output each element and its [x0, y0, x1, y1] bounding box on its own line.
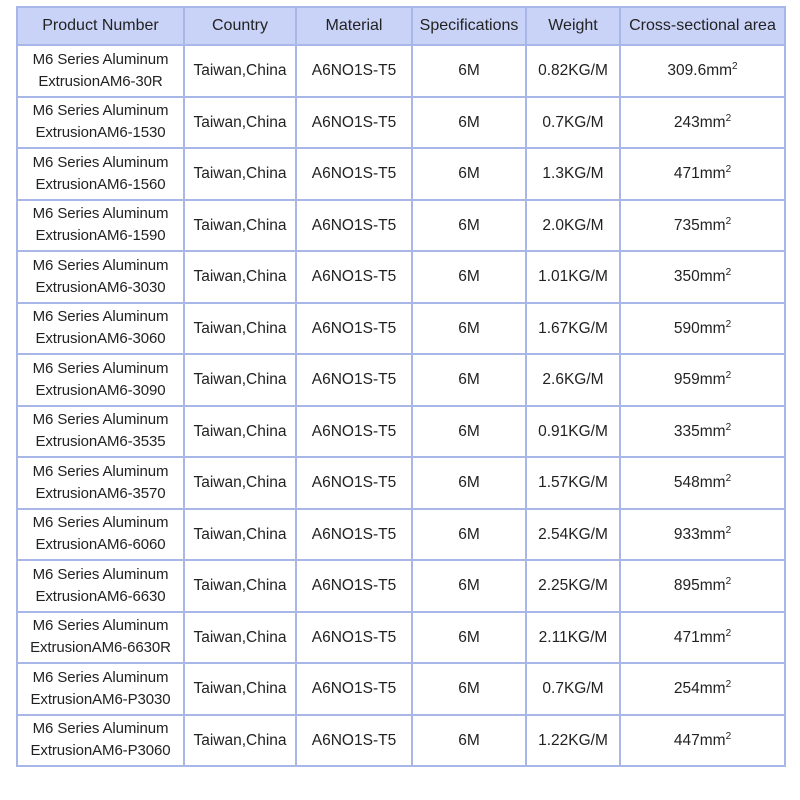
cell-product-number — [17, 612, 184, 664]
product-model-line: ExtrusionAM6-P3060 — [30, 742, 171, 760]
table-row — [17, 406, 785, 458]
cell-cross-sectional-area — [620, 148, 785, 200]
table-row — [17, 200, 785, 252]
cell-cross-sectional-area — [620, 560, 785, 612]
cell-weight: 1.01KG/M — [526, 251, 620, 303]
area-value: 933mm — [673, 525, 726, 543]
cell-country: Taiwan,China — [184, 509, 296, 561]
area-unit-exponent: 2 — [725, 421, 732, 433]
table-row — [17, 612, 785, 664]
product-model-line: ExtrusionAM6-3090 — [35, 381, 166, 399]
product-model-line: ExtrusionAM6-3535 — [35, 433, 166, 451]
cell-country: Taiwan,China — [184, 406, 296, 458]
area-unit-exponent: 2 — [725, 318, 732, 330]
cell-country: Taiwan,China — [184, 457, 296, 509]
product-name-line: M6 Series Aluminum — [32, 462, 169, 480]
cell-weight: 2.6KG/M — [526, 354, 620, 406]
cell-weight: 0.91KG/M — [526, 406, 620, 458]
area-value: 335mm — [673, 422, 726, 440]
cell-cross-sectional-area — [620, 354, 785, 406]
table-row — [17, 251, 785, 303]
cell-specifications: 6M — [412, 612, 526, 664]
cell-material: A6NO1S-T5 — [296, 560, 412, 612]
area-unit-exponent: 2 — [725, 215, 732, 227]
area-value: 254mm — [673, 680, 726, 698]
cell-material: A6NO1S-T5 — [296, 457, 412, 509]
area-unit-exponent: 2 — [732, 61, 738, 73]
product-model-line: ExtrusionAM6-30R — [38, 72, 163, 90]
product-name-line: M6 Series Aluminum — [32, 102, 169, 120]
cell-material: A6NO1S-T5 — [296, 612, 412, 664]
product-model-line: ExtrusionAM6-1530 — [35, 124, 166, 142]
header-material: Material — [296, 7, 412, 45]
cell-weight: 2.0KG/M — [526, 200, 620, 252]
cell-specifications: 6M — [412, 251, 526, 303]
product-name-line: M6 Series Aluminum — [32, 514, 169, 532]
product-model-line: ExtrusionAM6-1560 — [35, 175, 166, 193]
product-model-line: ExtrusionAM6-3570 — [35, 484, 166, 502]
header-weight: Weight — [526, 7, 620, 45]
area-unit-exponent: 2 — [725, 164, 732, 176]
cell-material: A6NO1S-T5 — [296, 251, 412, 303]
cell-material: A6NO1S-T5 — [296, 715, 412, 767]
product-name-line: M6 Series Aluminum — [32, 359, 169, 377]
area-unit-exponent: 2 — [725, 679, 732, 691]
product-name-line: M6 Series Aluminum — [32, 617, 169, 635]
table-row — [17, 560, 785, 612]
area-value: 309.6mm — [667, 62, 733, 80]
cell-specifications: 6M — [412, 663, 526, 715]
table-row — [17, 45, 785, 97]
cell-cross-sectional-area — [620, 663, 785, 715]
cell-product-number — [17, 560, 184, 612]
product-model-line: ExtrusionAM6-P3030 — [30, 690, 171, 708]
table-row — [17, 148, 785, 200]
cell-cross-sectional-area — [620, 45, 785, 97]
area-unit-exponent: 2 — [725, 473, 732, 485]
cell-country: Taiwan,China — [184, 45, 296, 97]
area-value: 447mm — [673, 731, 726, 749]
cell-material: A6NO1S-T5 — [296, 45, 412, 97]
cell-weight: 1.67KG/M — [526, 303, 620, 355]
product-name-line: M6 Series Aluminum — [32, 668, 169, 686]
cell-material: A6NO1S-T5 — [296, 354, 412, 406]
cell-material: A6NO1S-T5 — [296, 200, 412, 252]
cell-cross-sectional-area — [620, 97, 785, 149]
cell-specifications: 6M — [412, 560, 526, 612]
cell-product-number — [17, 715, 184, 767]
cell-country: Taiwan,China — [184, 612, 296, 664]
product-name-line: M6 Series Aluminum — [32, 50, 169, 68]
product-name-line: M6 Series Aluminum — [32, 256, 169, 274]
cell-material: A6NO1S-T5 — [296, 509, 412, 561]
product-name-line: M6 Series Aluminum — [32, 411, 169, 429]
cell-weight: 1.3KG/M — [526, 148, 620, 200]
cell-product-number — [17, 354, 184, 406]
area-value: 471mm — [673, 628, 726, 646]
table-row — [17, 715, 785, 767]
cell-product-number — [17, 251, 184, 303]
table-header-row — [17, 7, 785, 45]
cell-product-number — [17, 200, 184, 252]
cell-material: A6NO1S-T5 — [296, 303, 412, 355]
cell-weight: 2.54KG/M — [526, 509, 620, 561]
cell-weight: 0.7KG/M — [526, 97, 620, 149]
cell-cross-sectional-area — [620, 303, 785, 355]
cell-cross-sectional-area — [620, 251, 785, 303]
table-row — [17, 663, 785, 715]
cell-country: Taiwan,China — [184, 560, 296, 612]
area-value: 895mm — [673, 577, 726, 595]
area-unit-exponent: 2 — [725, 627, 732, 639]
area-unit-exponent: 2 — [725, 370, 732, 382]
cell-country: Taiwan,China — [184, 303, 296, 355]
cell-product-number — [17, 457, 184, 509]
product-name-line: M6 Series Aluminum — [32, 720, 169, 738]
cell-specifications: 6M — [412, 200, 526, 252]
product-name-line: M6 Series Aluminum — [32, 565, 169, 583]
area-unit-exponent: 2 — [725, 576, 732, 588]
area-value: 243mm — [673, 113, 726, 131]
cell-weight: 2.11KG/M — [526, 612, 620, 664]
product-model-line: ExtrusionAM6-1590 — [35, 227, 166, 245]
area-unit-exponent: 2 — [725, 112, 732, 124]
area-unit-exponent: 2 — [725, 267, 732, 279]
cell-cross-sectional-area — [620, 715, 785, 767]
product-model-line: ExtrusionAM6-6630R — [30, 639, 171, 657]
cell-weight: 0.7KG/M — [526, 663, 620, 715]
product-name-line: M6 Series Aluminum — [32, 205, 169, 223]
header-country: Country — [184, 7, 296, 45]
cell-country: Taiwan,China — [184, 251, 296, 303]
header-specifications: Specifications — [412, 7, 526, 45]
area-value: 959mm — [673, 371, 726, 389]
cell-specifications: 6M — [412, 715, 526, 767]
cell-country: Taiwan,China — [184, 715, 296, 767]
cell-specifications: 6M — [412, 354, 526, 406]
cell-product-number — [17, 45, 184, 97]
product-table-container — [16, 6, 784, 767]
table-row — [17, 354, 785, 406]
cell-country: Taiwan,China — [184, 200, 296, 252]
header-product-number: Product Number — [17, 7, 184, 45]
cell-material: A6NO1S-T5 — [296, 97, 412, 149]
cell-country: Taiwan,China — [184, 148, 296, 200]
cell-specifications: 6M — [412, 303, 526, 355]
cell-material: A6NO1S-T5 — [296, 148, 412, 200]
area-value: 590mm — [673, 319, 726, 337]
cell-weight: 2.25KG/M — [526, 560, 620, 612]
cell-cross-sectional-area — [620, 406, 785, 458]
cell-product-number — [17, 406, 184, 458]
cell-cross-sectional-area — [620, 612, 785, 664]
table-row — [17, 457, 785, 509]
cell-specifications: 6M — [412, 406, 526, 458]
cell-cross-sectional-area — [620, 509, 785, 561]
product-name-line: M6 Series Aluminum — [32, 308, 169, 326]
table-row — [17, 97, 785, 149]
cell-product-number — [17, 148, 184, 200]
cell-specifications: 6M — [412, 457, 526, 509]
cell-specifications: 6M — [412, 148, 526, 200]
cell-weight: 1.22KG/M — [526, 715, 620, 767]
cell-product-number — [17, 663, 184, 715]
cell-product-number — [17, 509, 184, 561]
product-model-line: ExtrusionAM6-3060 — [35, 330, 166, 348]
cell-country: Taiwan,China — [184, 354, 296, 406]
area-value: 735mm — [673, 216, 726, 234]
product-spec-table — [16, 6, 786, 767]
cell-material: A6NO1S-T5 — [296, 406, 412, 458]
cell-country: Taiwan,China — [184, 663, 296, 715]
cell-material: A6NO1S-T5 — [296, 663, 412, 715]
cell-country: Taiwan,China — [184, 97, 296, 149]
area-value: 350mm — [673, 268, 726, 286]
table-body — [17, 45, 785, 766]
table-row — [17, 509, 785, 561]
cell-specifications: 6M — [412, 509, 526, 561]
table-row — [17, 303, 785, 355]
cell-cross-sectional-area — [620, 457, 785, 509]
product-name-line: M6 Series Aluminum — [32, 153, 169, 171]
product-model-line: ExtrusionAM6-6060 — [35, 536, 166, 554]
product-model-line: ExtrusionAM6-6630 — [35, 587, 166, 605]
header-cross-sectional-area: Cross-sectional area — [620, 7, 785, 45]
cell-specifications: 6M — [412, 45, 526, 97]
area-value: 471mm — [673, 165, 726, 183]
cell-specifications: 6M — [412, 97, 526, 149]
cell-product-number — [17, 303, 184, 355]
cell-cross-sectional-area — [620, 200, 785, 252]
area-unit-exponent: 2 — [725, 730, 732, 742]
area-unit-exponent: 2 — [725, 524, 732, 536]
area-value: 548mm — [673, 474, 726, 492]
cell-weight: 1.57KG/M — [526, 457, 620, 509]
cell-product-number — [17, 97, 184, 149]
cell-weight: 0.82KG/M — [526, 45, 620, 97]
product-model-line: ExtrusionAM6-3030 — [35, 278, 166, 296]
